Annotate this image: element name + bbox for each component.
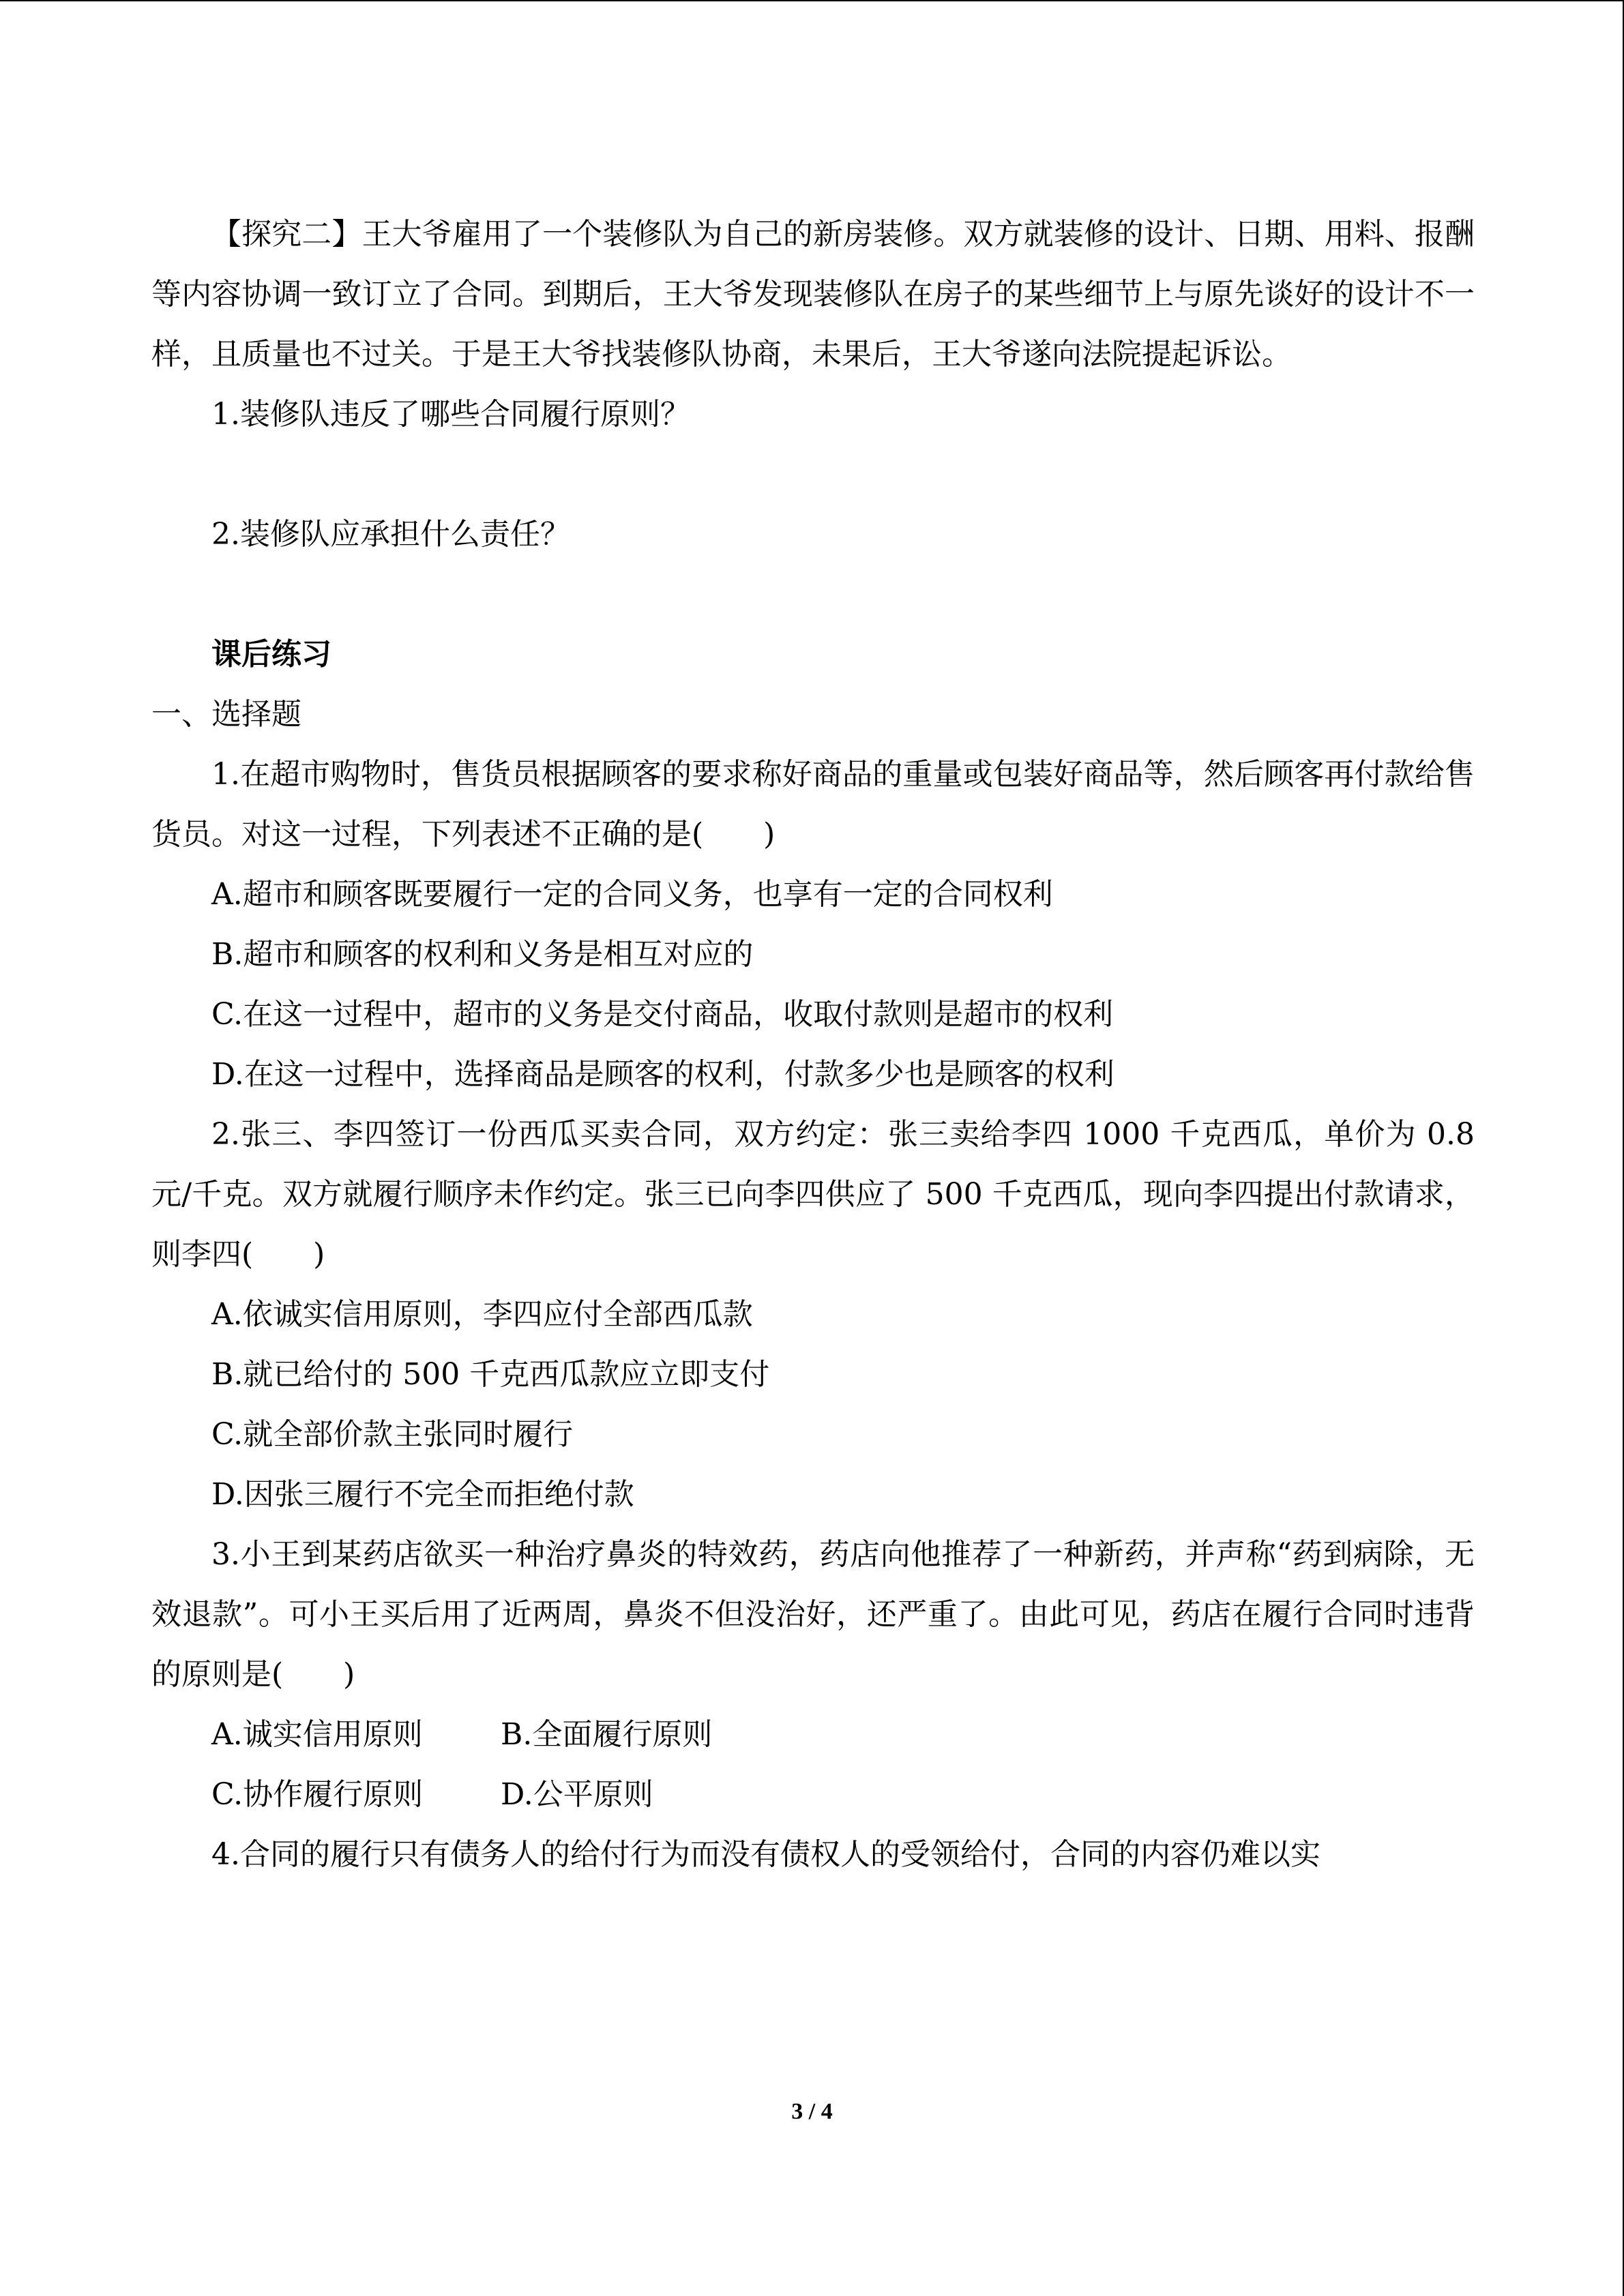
- section-heading: 一、选择题: [151, 697, 301, 732]
- question-2-option-b: B.就已给付的 500 千克西瓜款应立即支付: [211, 1357, 770, 1392]
- question-3-option-d: D.公平原则: [501, 1777, 653, 1812]
- explore2-paragraph: 【探究二】王大爷雇用了一个装修队为自己的新房装修。双方就装修的设计、日期、用料、报酬等内容协调一致订立了合同。到期后，王大爷发现装修队在房子的某些细节上与原先谈好的设计不一样，且质量也不过关。于是王大爷找装修队协商，未果后，王大爷遂向法院提起诉讼。: [151, 217, 1475, 372]
- question-3-stem: 3.小王到某药店欲买一种治疗鼻炎的特效药，药店向他推荐了一种新药，并声称“药到病除，无效退款”。可小王买后用了近两周，鼻炎不但没治好，还严重了。由此可见，药店在履行合同时违背的原则是( ): [151, 1537, 1475, 1692]
- question-2-option-a: A.依诚实信用原则，李四应付全部西瓜款: [211, 1297, 753, 1332]
- document-body: [151, 205, 1475, 1885]
- explore2-question-1: 1.装修队违反了哪些合同履行原则？: [211, 397, 690, 432]
- question-2-stem: 2.张三、李四签订一份西瓜买卖合同，双方约定：张三卖给李四 1000 千克西瓜，单价为 0.8 元/千克。双方就履行顺序未作约定。张三已向李四供应了 500 千克西瓜，现向李四提出付款请求，则李四( ): [151, 1117, 1475, 1272]
- question-1-option-d: D.在这一过程中，选择商品是顾客的权利，付款多少也是顾客的权利: [211, 1057, 1114, 1092]
- practice-title: 课后练习: [211, 637, 331, 672]
- question-3-options-row-1: [151, 1705, 1475, 1765]
- question-3-options-row-2: [151, 1765, 1475, 1825]
- explore2-question-2: 2.装修队应承担什么责任？: [211, 517, 570, 552]
- question-2-option-c: C.就全部价款主张同时履行: [211, 1417, 574, 1452]
- question-1-stem: 1.在超市购物时，售货员根据顾客的要求称好商品的重量或包装好商品等，然后顾客再付款给售货员。对这一过程，下列表述不正确的是( ): [151, 757, 1475, 852]
- question-1-option-c: C.在这一过程中，超市的义务是交付商品，收取付款则是超市的权利: [211, 997, 1114, 1032]
- question-3-option-c: C.协作履行原则: [211, 1777, 424, 1812]
- question-3-option-a: A.诚实信用原则: [211, 1717, 423, 1752]
- question-3-option-b: B.全面履行原则: [501, 1717, 713, 1752]
- question-1-option-a: A.超市和顾客既要履行一定的合同义务，也享有一定的合同权利: [211, 877, 1053, 912]
- page-number: 3 / 4: [791, 2099, 833, 2124]
- question-2-option-d: D.因张三履行不完全而拒绝付款: [211, 1477, 634, 1512]
- question-1-option-b: B.超市和顾客的权利和义务是相互对应的: [211, 937, 754, 972]
- answer-space-1: [151, 445, 1475, 505]
- answer-space-2: [151, 565, 1475, 625]
- question-4-stem: 4.合同的履行只有债务人的给付行为而没有债权人的受领给付，合同的内容仍难以实: [211, 1837, 1320, 1872]
